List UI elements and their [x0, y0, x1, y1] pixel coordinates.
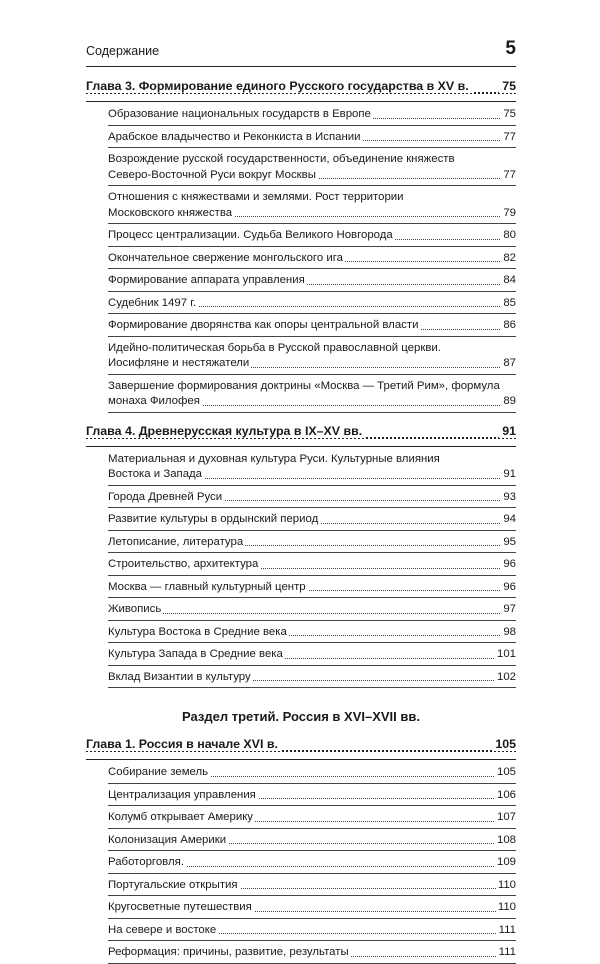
- entry-last-line: [108, 356, 516, 372]
- entry-text: Кругосветные путешествия: [108, 900, 254, 916]
- entry-rule: [108, 575, 516, 576]
- entry-last-line: [108, 900, 516, 916]
- entry-rule: [108, 597, 516, 598]
- entry-page: 111: [497, 923, 516, 939]
- entry-last-line: [108, 810, 516, 826]
- entry-rule: [108, 620, 516, 621]
- entry-page: 77: [501, 130, 516, 146]
- entry-last-line: [108, 206, 516, 222]
- entry-last-line: [108, 765, 516, 781]
- entry-rule: [108, 268, 516, 269]
- entry-last-line: [108, 647, 516, 663]
- toc-entry: [108, 900, 516, 916]
- chapter-page: 75: [499, 79, 516, 93]
- entry-page: 106: [495, 788, 516, 804]
- entry-rule: [108, 940, 516, 941]
- entry-page: 105: [495, 765, 516, 781]
- toc-entry: [108, 878, 516, 894]
- entry-text: Колонизация Америки: [108, 833, 228, 849]
- entry-page: 79: [501, 206, 516, 222]
- entry-rule: [108, 223, 516, 224]
- entry-last-line: [108, 535, 516, 551]
- toc-entry: [108, 318, 516, 334]
- entry-page: 85: [501, 296, 516, 312]
- entry-text: Живопись: [108, 602, 163, 618]
- entry-rule: [108, 485, 516, 486]
- entry-last-line: [108, 945, 516, 961]
- entry-text-line: Отношения с княжествами и землями. Рост территории: [108, 191, 404, 203]
- entry-page: 75: [501, 107, 516, 123]
- entry-page: 93: [501, 490, 516, 506]
- entry-last-line: [108, 855, 516, 871]
- toc-entry: [108, 765, 516, 781]
- entry-rule: [108, 783, 516, 784]
- entry-text: На севере и востоке: [108, 923, 218, 939]
- entry-rule: [108, 313, 516, 314]
- entry-rule: [108, 412, 516, 413]
- entry-text: Окончательное свержение монгольского ига: [108, 251, 345, 267]
- entry-text: Строительство, архитектура: [108, 557, 260, 573]
- entry-last-line: [108, 670, 516, 686]
- entry-rule: [108, 507, 516, 508]
- entry-rule: [108, 125, 516, 126]
- toc-entry: [108, 670, 516, 686]
- entry-text: Иосифляне и нестяжатели: [108, 356, 251, 372]
- entry-text: Арабское владычество и Реконкиста в Испании: [108, 130, 362, 146]
- entry-text: Востока и Запада: [108, 467, 204, 483]
- chapter-rule: [86, 759, 516, 760]
- toc-entry: [108, 228, 516, 244]
- page-header: [86, 38, 516, 62]
- entry-last-line: [108, 318, 516, 334]
- entry-text: Образование национальных государств в Европе: [108, 107, 373, 123]
- toc-entry: [108, 452, 516, 483]
- entry-text: монаха Филофея: [108, 394, 202, 410]
- entry-text: Культура Востока в Средние века: [108, 625, 289, 641]
- toc-entry: [108, 855, 516, 871]
- toc-entry: [108, 602, 516, 618]
- entry-text: Формирование аппарата управления: [108, 273, 307, 289]
- entry-last-line: [108, 512, 516, 528]
- entry-page: 107: [495, 810, 516, 826]
- toc-entry: [108, 341, 516, 372]
- toc-entry: [108, 625, 516, 641]
- entry-rule: [108, 873, 516, 874]
- toc-entry: [108, 251, 516, 267]
- entry-page: 109: [495, 855, 516, 871]
- toc-entry: [108, 379, 516, 410]
- entry-page: 96: [501, 580, 516, 596]
- entry-last-line: [108, 168, 516, 184]
- toc-entry: [108, 190, 516, 221]
- toc-entry: [108, 810, 516, 826]
- chapter-title: Глава 4. Древнерусская культура в IX–XV вв.: [86, 424, 365, 438]
- entry-rule: [108, 918, 516, 919]
- entry-text-line: Идейно-политическая борьба в Русской православной церкви.: [108, 341, 441, 354]
- toc-entry: [108, 130, 516, 146]
- toc-entry: [108, 152, 516, 183]
- entry-rule: [108, 895, 516, 896]
- entry-last-line: [108, 602, 516, 618]
- entry-page: 96: [501, 557, 516, 573]
- entry-page: 86: [501, 318, 516, 334]
- entry-last-line: [108, 833, 516, 849]
- entry-page: 80: [501, 228, 516, 244]
- entry-text: Развитие культуры в ордынский период: [108, 512, 320, 528]
- entry-last-line: [108, 296, 516, 312]
- entry-page: 82: [501, 251, 516, 267]
- chapter-title: Глава 3. Формирование единого Русского государства в XV в.: [86, 79, 472, 93]
- entry-rule: [108, 291, 516, 292]
- entry-text: Летописание, литература: [108, 535, 245, 551]
- entry-rule: [108, 828, 516, 829]
- entry-rule: [108, 665, 516, 666]
- entry-text: Централизация управления: [108, 788, 258, 804]
- header-rule: [86, 66, 516, 67]
- entry-text: Москва — главный культурный центр: [108, 580, 308, 596]
- entry-text: Формирование дворянства как опоры центральной власти: [108, 318, 420, 334]
- entry-last-line: [108, 557, 516, 573]
- chapter-heading: [86, 737, 516, 757]
- chapter-page: 105: [492, 737, 516, 751]
- entry-page: 91: [501, 467, 516, 483]
- chapter-page: 91: [499, 424, 516, 438]
- entry-text-line: Материальная и духовная культура Руси. Культурные влияния: [108, 452, 440, 465]
- toc-entry: [108, 833, 516, 849]
- entry-rule: [108, 963, 516, 964]
- entry-last-line: [108, 228, 516, 244]
- chapter-rule: [86, 446, 516, 447]
- entry-page: 95: [501, 535, 516, 551]
- toc-entry: [108, 535, 516, 551]
- entry-page: 111: [497, 945, 516, 961]
- entry-last-line: [108, 107, 516, 123]
- toc-entry: [108, 512, 516, 528]
- toc-entry: [108, 945, 516, 961]
- entry-page: 84: [501, 273, 516, 289]
- entry-text: Португальские открытия: [108, 878, 240, 894]
- entry-page: 97: [501, 602, 516, 618]
- entry-last-line: [108, 490, 516, 506]
- entry-text: Северо-Восточной Руси вокруг Москвы: [108, 168, 318, 184]
- section-title: Раздел третий. Россия в XVI–XVII вв.: [182, 709, 420, 724]
- entry-page: 108: [495, 833, 516, 849]
- entry-text: Города Древней Руси: [108, 490, 224, 506]
- entry-text-line: Завершение формирования доктрины «Москва — Третий Рим», формула: [108, 379, 500, 392]
- entry-page: 110: [496, 878, 516, 894]
- toc-entry: [108, 788, 516, 804]
- entry-last-line: [108, 625, 516, 641]
- toc-entry: [108, 273, 516, 289]
- entry-rule: [108, 805, 516, 806]
- entry-text: Культура Запада в Средние века: [108, 647, 285, 663]
- entry-page: 102: [495, 670, 516, 686]
- entry-page: 77: [501, 168, 516, 184]
- entry-rule: [108, 687, 516, 688]
- entry-rule: [108, 642, 516, 643]
- entry-text: Колумб открывает Америку: [108, 810, 255, 826]
- entry-last-line: [108, 467, 516, 483]
- toc-entry: [108, 923, 516, 939]
- entry-text: Реформация: причины, развитие, результаты: [108, 945, 351, 961]
- toc-entry: [108, 490, 516, 506]
- entry-text: Собирание земель: [108, 765, 210, 781]
- entry-rule: [108, 336, 516, 337]
- entry-rule: [108, 374, 516, 375]
- entry-rule: [108, 147, 516, 148]
- entry-last-line: [108, 878, 516, 894]
- toc-entry: [108, 296, 516, 312]
- entry-last-line: [108, 923, 516, 939]
- page-number: 5: [505, 38, 516, 59]
- chapter-title: Глава 1. Россия в начале XVI в.: [86, 737, 281, 751]
- entry-page: 94: [501, 512, 516, 528]
- entry-rule: [108, 552, 516, 553]
- entry-text: Судебник 1497 г.: [108, 296, 198, 312]
- entry-rule: [108, 530, 516, 531]
- entry-page: 87: [501, 356, 516, 372]
- entry-page: 89: [501, 394, 516, 410]
- chapter-heading: [86, 424, 516, 444]
- chapter-heading: [86, 79, 516, 99]
- toc-entry: [108, 580, 516, 596]
- entry-last-line: [108, 130, 516, 146]
- toc-entry: [108, 557, 516, 573]
- entry-rule: [108, 850, 516, 851]
- entry-page: 110: [496, 900, 516, 916]
- entry-last-line: [108, 788, 516, 804]
- header-title: Содержание: [86, 44, 160, 58]
- entry-last-line: [108, 580, 516, 596]
- entry-rule: [108, 246, 516, 247]
- entry-last-line: [108, 251, 516, 267]
- chapter-rule: [86, 101, 516, 102]
- entry-text: Работорговля.: [108, 855, 186, 871]
- entry-last-line: [108, 394, 516, 410]
- entry-last-line: [108, 273, 516, 289]
- toc-entry: [108, 107, 516, 123]
- entry-text: Процесс централизации. Судьба Великого Новгорода: [108, 228, 395, 244]
- entry-page: 101: [495, 647, 516, 663]
- entry-text: Московского княжества: [108, 206, 234, 222]
- dot-leader: [108, 613, 516, 614]
- entry-text-line: Возрождение русской государственности, объединение княжеств: [108, 153, 455, 165]
- entry-rule: [108, 185, 516, 186]
- toc-entry: [108, 647, 516, 663]
- entry-page: 98: [501, 625, 516, 641]
- entry-text: Вклад Византии в культуру: [108, 670, 253, 686]
